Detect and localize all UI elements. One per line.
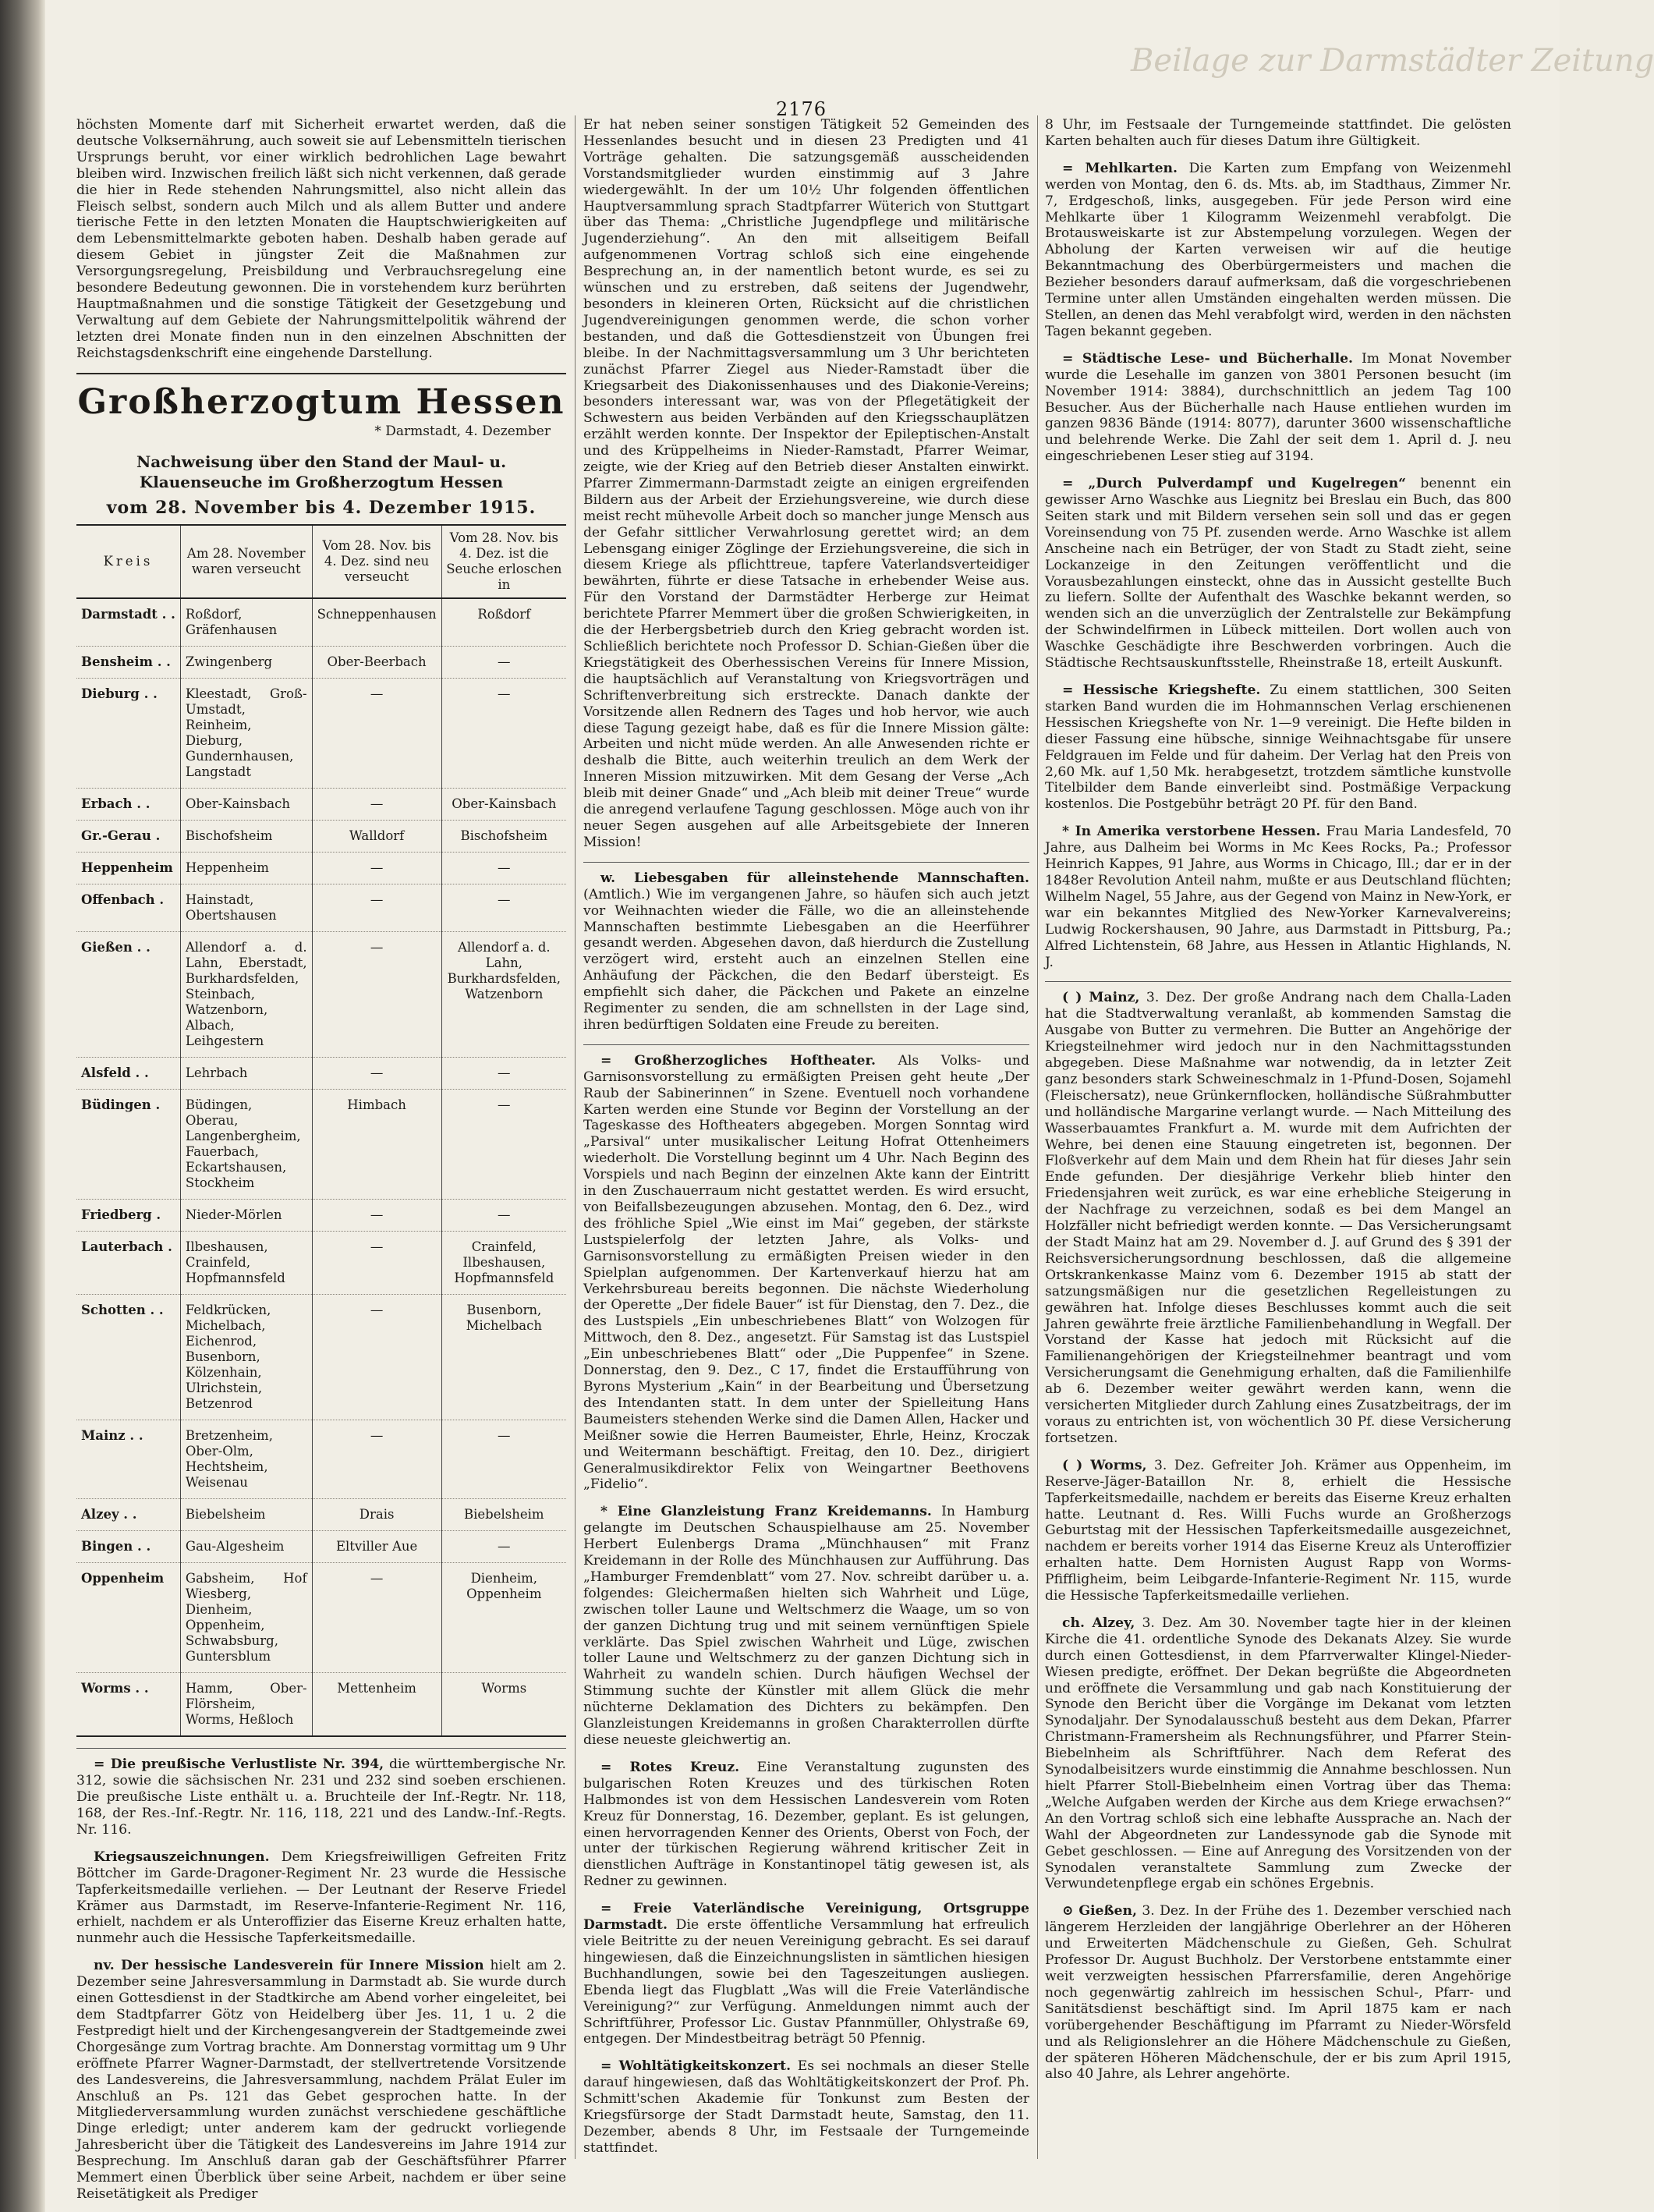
column-rule [1037,115,1038,2159]
table-row [76,1563,566,1673]
article-wohltaetigkeitskonzert [583,2058,1029,2156]
article-lead: * Eine Glanzleistung Franz Kreidemanns. [600,1504,932,1520]
cell-kreis: Worms . . [76,1673,180,1737]
article-body: Eine Veranstaltung zugunsten des bulgarischen Roten Kreuzes und des türkischen Roten Halbmondes ist von dem Hessischen Landesverein vom Roten Kreuz für Donnerstag, 16. Dezember, geplant. Es ist gelungen, einen hervorragenden Kenner des Orients, Oberst von Foch, der unter der türkischen Regierung während kritischer Zeit in dienstlichen Aufträge in Konstantinopel tätig gewesen ist, als Redner zu gewinnen. [583,1759,1029,1890]
article-lead: = Wohltätigkeitskonzert. [600,2058,792,2075]
column-2 [583,117,1029,2161]
cell-kreis: Bingen . . [76,1531,180,1563]
page-number: 2176 [776,98,827,120]
cell-neu: Drais [312,1499,441,1531]
article-lead: w. Liebesgaben für alleinstehende Mannschaften. [600,870,1029,886]
divider [76,1748,566,1749]
article-worms [1045,1458,1511,1604]
cell-waren: Roßdorf, Gräfenhausen [180,598,312,647]
column-1 [76,117,567,2202]
cell-erloschen: — [441,1420,566,1499]
cell-neu: — [312,1420,441,1499]
article-lead: * In Amerika verstorbene Hessen. [1062,824,1321,840]
header-neu: Vom 28. Nov. bis 4. Dez. sind neu verseucht [312,525,441,598]
article-mission-continued: Er hat neben seiner sonstigen Tätigkeit 52 Gemeinden des Hessenlandes besucht und in diesen 23 Predigten und 41 Vorträge gehalten. Die satzungsgemäß ausscheidenden Vorstandsmitglieder wurden einstimmig auf 3 Jahre wiedergewählt. In der um 10½ Uhr folgenden öffentlichen Hauptversammlung sprach Stadtpfarrer Wüterich von Stuttgart über das Thema: „Christliche Jugendpflege und militärische Jugenderziehung“. An den mit allseitigem Beifall aufgenommenen Vortrag schloß sich eine eingehende Besprechung an, in der namentlich betont wurde, es sei zu wünschen und zu erstreben, daß seitens der Jugendwehr, besonders in kleineren Orten, Rücksicht auf die christlichen Jugendvereinigungen genommen werde, die schon vorher bestanden, und daß die Gottesdienstzeit von Übungen frei bleibe. In der Nachmittagsversammlung um 3 Uhr berichteten zunächst Pfarrer Ziegel aus Nieder-Ramstadt über die Kriegsarbeit des Diakonissenhauses und des Diakonie-Vereins; besonders interessant war, was von der Pflegetätigkeit der Schwestern aus beiden Verbänden auf den Kriegsschauplätzen erzählt werden konnte. Der Inspektor der Epileptischen-Anstalt und des Krüppelheims in Nieder-Ramstadt, Pfarrer Weimar, zeigte, wie der Krieg auf den Betrieb dieser Anstalten einwirkt. Pfarrer Zimmermann-Darmstadt zeigte an einigen ergreifenden Bildern aus der Arbeit der Erziehungsvereine, wie durch diese meist recht mühevolle Arbeit doch so mancher junge Mensch aus der Gefahr sittlicher Verwahrlosung gerettet wird; an dem Lebensgang einiger Zöglinge der Erziehungsvereine, die sich in diesem Kriege als pflichttreue, tapfere Vaterlandsverteidiger bewährten, führte er diese Tatsache in erhebender Weise aus. Für den Vorstand der Darmstädter Herberge zur Heimat berichtete Pfarrer Memmert über die großen Schwierigkeiten, in die der Herbergsbetrieb durch den Krieg gebracht worden ist. Schließlich berichtete noch Professor D. Schian-Gießen über die Kriegstätigkeit des Oberhessischen Vereins für Innere Mission, die hauptsächlich auf Veranstaltung von Kriegsvorträgen und Schriftenverbreitung sich erstreckte. Danach dankte der Vorsitzende allen Rednern des Tages und hob hervor, wie auch diese Tagung gezeigt habe, daß es für die Innere Mission gälte: Arbeiten und nicht müde werden. An alle Anwesenden richte er deshalb die Bitte, auch weiterhin treulich an dem Werk der Inneren Mission mitzuwirken. Mit dem Gesang der Verse „Ach bleib mit deiner Gnade“ und „Ach bleib mit deiner Treue“ wurde die anregend verlaufene Tagung geschlossen. Möge auch von ihr neuer Segen ausgehen auf alle Arbeitsgebiete der Inneren Mission! [583,117,1029,850]
article-kriegshefte [1045,682,1511,813]
disease-table [76,524,566,1737]
article-lead: = Freie Vaterländische Vereinigung, Ortsgruppe Darmstadt. [583,1901,1029,1934]
article-hoftheater [583,1053,1029,1493]
cell-erloschen: — [441,647,566,679]
cell-neu: — [312,1058,441,1090]
cell-erloschen: Busenborn, Michelbach [441,1295,566,1420]
cell-kreis: Gr.-Gerau . [76,821,180,853]
cell-erloschen: Dienheim, Oppenheim [441,1563,566,1673]
cell-kreis: Offenbach . [76,884,180,932]
cell-neu: — [312,884,441,932]
cell-kreis: Schotten . . [76,1295,180,1420]
article-innere-mission [76,1958,566,2203]
article-body: die württembergische Nr. 312, sowie die sächsischen Nr. 231 und 232 sind soeben erschienen. Die preußische Liste enthält u. a. Bruchteile der Inf.-Regtr. Nr. 118, 168, der Res.-Inf.-Regtr. Nr. 116, 118, 221 und des Landw.-Inf.-Regts. Nr. 116. [76,1756,566,1838]
dateline: * Darmstadt, 4. Dezember [374,423,551,439]
cell-kreis: Bensheim . . [76,647,180,679]
table-row [76,1295,566,1420]
cell-erloschen: — [441,853,566,884]
table-row [76,1200,566,1232]
cell-neu: Ober-Beerbach [312,647,441,679]
article-body: Frau Maria Landesfeld, 70 Jahre, aus Dalheim bei Worms in Mc Kees Rocks, Pa.; Professor Heinrich Kappes, 91 Jahre, aus Worms in Chicago, Ill.; dar er in der 1848er Revolution Anteil nahm, mußte er aus Deutschland flüchten; Wilhelm Nagel, 55 Jahre, aus der Gegend von Mainz in New-York, er war ein bekanntes Mitglied des New-Yorker Karnevalvereins; Ludwig Rockershausen, 90 Jahre, aus Darmstadt in Pittsburg, Pa.; Alfred Lichtenstein, 68 Jahre, aus Hessen in Atlantic Highlands, N. J. [1045,824,1511,970]
cell-kreis: Oppenheim [76,1563,180,1673]
table-row [76,853,566,884]
cell-waren: Feldkrücken, Michelbach, Eichenrod, Busenborn, Kölzenhain, Ulrichstein, Betzenrod [180,1295,312,1420]
cell-waren: Ilbeshausen, Crainfeld, Hopfmannsfeld [180,1232,312,1295]
cell-kreis: Alzey . . [76,1499,180,1531]
cell-kreis: Erbach . . [76,789,180,821]
article-lead: = „Durch Pulverdampf und Kugelregen“ [1062,476,1406,492]
table-row [76,679,566,789]
cell-kreis: Mainz . . [76,1420,180,1499]
article-lead: = Hessische Kriegshefte. [1062,682,1261,698]
cell-erloschen: Bischofsheim [441,821,566,853]
table-body [76,598,566,1736]
cell-neu: — [312,853,441,884]
cell-kreis: Darmstadt . . [76,598,180,647]
cell-waren: Gabsheim, Hof Wiesberg, Dienheim, Oppenheim, Schwabsburg, Guntersblum [180,1563,312,1673]
article-rotes-kreuz [583,1760,1029,1890]
article-lead: ⊙ Gießen, [1062,1903,1137,1920]
article-lead: ( ) Mainz, [1062,990,1140,1006]
cell-erloschen: Ober-Kainsbach [441,789,566,821]
cell-erloschen: Crainfeld, Ilbeshausen, Hopfmannsfeld [441,1232,566,1295]
cell-erloschen: Roßdorf [441,598,566,647]
cell-waren: Nieder-Mörlen [180,1200,312,1232]
header-waren: Am 28. November waren verseucht [180,525,312,598]
cell-waren: Heppenheim [180,853,312,884]
cell-waren: Gau-Algesheim [180,1531,312,1563]
article-lead: = Rotes Kreuz. [600,1759,740,1775]
article-lead: nv. Der hessische Landesverein für Innere Mission [94,1958,484,1974]
cell-neu: Schneppenhausen [312,598,441,647]
table-title: Nachweisung über den Stand der Maul- u. Klauenseuche im Großherzogtum Hessen [136,452,507,492]
cell-waren: Hamm, Ober-Flörsheim, Worms, Heßloch [180,1673,312,1737]
cell-erloschen: — [441,679,566,789]
article-body: Zu einem stattlichen, 300 Seiten starken Band wurden die im Hohmannschen Verlag erschienenen Hessischen Kriegshefte von Nr. 1—9 vereinigt. Die Hefte bilden in dieser Fassung eine hübsche, sinnige Weihnachtsgabe für unsere Feldgrauen im Felde und für daheim. Der Verlag hat den Preis von 2,60 Mk. auf 1,50 Mk. herabgesetzt, trotzdem sämtliche kunstvolle Titelbilder dem Bande einverleibt sind. Postmäßige Verpackung kostenlos. Die Postgebühr beträgt 20 Pf. für den Band. [1045,682,1511,813]
cell-waren: Zwingenberg [180,647,312,679]
article-lead: Kriegsauszeichnungen. [94,1849,270,1865]
cell-neu: Himbach [312,1090,441,1200]
article-giessen [1045,1903,1511,2083]
table-row [76,1499,566,1531]
cell-waren: Ober-Kainsbach [180,789,312,821]
cell-kreis: Alsfeld . . [76,1058,180,1090]
table-period: vom 28. November bis 4. Dezember 1915. [106,498,537,519]
article-lesehalle [1045,351,1511,465]
article-body: benennt ein gewisser Arno Waschke aus Liegnitz bei Breslau ein Buch, das 800 Seiten stark und mit Bildern versehen sein soll und das er gegen Voreinsendung von 75 Pf. zusenden werde. Arno Waschke ist allem Anscheine nach ein Betrüger, der von Stadt zu Stadt zieht, seine Lockanzeige in den Zeitungen veröffentlicht und die Vorausbezahlungen einsteckt, ohne das in Aussicht gestellte Buch zu liefern. Sollte der Aufenthalt des Waschke bekannt werden, so wenden sich an die unverzüglich der Zentralstelle zur Bekämpfung der Schwindelfirmen in Lübeck mitteilen. Dort wollen auch von Waschke Geschädigte ihre Beschwerden vorbringen. Auch die Städtische Rechtsauskunftsstelle, Rheinstraße 18, erteilt Auskunft. [1045,476,1511,672]
cell-erloschen: — [441,1090,566,1200]
cell-kreis: Gießen . . [76,932,180,1058]
article-lead: = Großherzogliches Hoftheater. [600,1052,876,1069]
article-mainz [1045,990,1511,1446]
cell-waren: Hainstadt, Obertshausen [180,884,312,932]
article-lead: ( ) Worms, [1062,1457,1147,1473]
article-kriegsauszeichnungen [76,1849,566,1947]
section-headline: Großherzogtum Hessen [77,381,565,422]
cell-erloschen: Biebelsheim [441,1499,566,1531]
article-body: 3. Dez. In der Frühe des 1. Dezember verschied nach längerem Herzleiden der langjährige Oberlehrer an der Höheren und Erweiterten Mädchenschule zu Gießen, Geh. Schulrat Professor Dr. August Buchholz. Der Verstorbene entstammte einer weit verzweigten hessischen Pfarrersfamilie, deren Angehörige noch gegenwärtig zahlreich im hessischen Schul-, Pfarr- und Sanitätsdienst beschäftigt sind. Im April 1875 kam er nach vorübergehender Beschäftigung im Pfarramt zu Nieder-Wörsfeld und als Religionslehrer an die Höhere Mädchenschule zu Gießen, der späteren Höheren Mädchenschule, der er bis zum April 1915, also 40 Jahre, als Lehrer angehörte. [1045,1903,1512,2083]
cell-waren: Lehrbach [180,1058,312,1090]
article-body: hielt am 2. Dezember seine Jahresversammlung in Darmstadt ab. Sie wurde durch einen Gottesdienst in der Stadtkirche am Abend vorher eingeleitet, bei dem Stadtpfarrer Götz von Heidelberg über Jes. 11, 1 u. 2 die Festpredigt hielt und der Kirchengesangverein der Stadtgemeinde zwei Chorgesänge zum Vortrag brachte. Am Donnerstag vormittag um 9 Uhr eröffnete Pfarrer Wagner-Darmstadt, der stellvertretende Vorsitzende des Landesvereins, die Jahresversammlung, nachdem Prälat Euler im Anschluß an Ps. 121 das Gebet gesprochen hatte. In der Mitgliederversammlung wurden zunächst verschiedene geschäftliche Dinge erledigt; unter anderem kam der gedruckt vorliegende Jahresbericht über die Tätigkeit des Landesvereins im Jahre 1914 zur Besprechung. Im Anschluß daran gab der Geschäftsführer Pfarrer Memmert einen Überblick über seine Arbeit, nachdem er über seine Reisetätigkeit als Prediger [76,1958,567,2202]
divider [1045,981,1511,982]
article-body: Im Monat November wurde die Lesehalle im ganzen von 3801 Personen besucht (im November 1914: 3884), durchschnittlich an jedem Tag 100 Besucher. Aus der Bücherhalle nach Hause entliehen wurden im ganzen 9836 Bände (1914: 8077), darunter 3600 wissenschaftliche und belehrende Werke. Die Zahl der seit dem 1. April d. J. neu eingeschriebenen Leser stieg auf 3194. [1045,350,1512,465]
article-body: Als Volks- und Garnisonsvorstellung zu ermäßigten Preisen geht heute „Der Raub der Sabinerinnen“ in Szene. Eventuell noch vorhandene Karten werden eine Stunde vor Beginn der Vorstellung an der Tageskasse des Hoftheaters abgegeben. Morgen Sonntag wird „Parsival“ unter musikalischer Leitung Hofrat Ottenheimers wiederholt. Die Vorstellung beginnt um 4 Uhr. Nach Beginn des Vorspiels und nach Beginn der einzelnen Akte kann der Eintritt in den Zuschauerraum nicht gestattet werden. Es wird ersucht, von Beifallsbezeugungen abzusehen. Montag, den 6. Dez., wird des fröhliche Spiel „Wie einst im Mai“ gegeben, der stärkste Lustspielerfolg der letzten Jahre, als Volks- und Garnisonsvorstellung zu ermäßigten Preisen wieder in den Spielplan aufgenommen. Der Kartenverkauf hierzu hat am Verkehrsbureau bereits begonnen. Die nächste Wiederholung der Operette „Der fidele Bauer“ ist für Dienstag, den 7. Dez., die des Lustspiels „Ein unbeschriebenes Blatt“ von Wolzogen für Mittwoch, den 8. Dez., angesetzt. Für Samstag ist das Lustspiel „Ein unbeschriebenes Blatt“ oder „Die Puppenfee“ in Szene. Donnerstag, den 9. Dez., C 17, findet die Erstaufführung von Byrons Mysterium „Kain“ in der Bearbeitung und Übersetzung des Intendanten statt. In dem unter der Spielleitung Hans Baumeisters stehenden Werke sind die Damen Allen, Hacker und Meißner sowie die Herren Baumeister, Ehrle, Heinz, Kroczak und Weitermann beschäftigt. Freitag, den 10. Dez., dirigiert Generalmusikdirektor Felix von Weingartner Beethovens „Fidelio“. [583,1052,1029,1493]
divider [76,373,566,374]
article-lead: ch. Alzey, [1062,1615,1135,1631]
cell-erloschen: — [441,884,566,932]
cell-erloschen: Allendorf a. d. Lahn, Burkhardsfelden, Watzenborn [441,932,566,1058]
cell-waren: Allendorf a. d. Lahn, Eberstadt, Burkhardsfelden, Steinbach, Watzenborn, Albach, Leihgestern [180,932,312,1058]
book-gutter [0,0,45,2212]
article-lead: = Städtische Lese- und Bücherhalle. [1062,350,1354,367]
table-row [76,789,566,821]
cell-erloschen: — [441,1531,566,1563]
cell-neu: Walldorf [312,821,441,853]
article-body: In Hamburg gelangte im Deutschen Schauspielhause am 25. November Herbert Eulenbergs Drama „Münchhausen“ mit Franz Kreidemann in der Rolle des Münchhausen zur Aufführung. Das „Hamburger Fremdenblatt“ vom 27. Nov. schreibt darüber u. a. folgendes: Gleichermaßen hielten sich Wahrheit und Lüge, zwischen toller Laune und Weltschmerz die Waage, um so von der ganzen Dichtung trug und mit seinem vernünftigen Spiele verklärte. Das Spiel zwischen Wahrheit und Lüge, zwischen toller Laune und Weltschmerz zu der ganzen Dichtung sich in Wahrheit zu wandeln schien. Durch häufigen Wechsel der Stimmung suchte der Künstler mit allem Glück die mehr nüchterne Deklamation des Dichters zu bekämpfen. Den Glanzleistungen Kreidemanns in großen Charakterrollen dürfte diese neueste gleichwertig an. [583,1504,1029,1748]
table-row [76,598,566,647]
cell-neu: — [312,679,441,789]
header-erloschen: Vom 28. Nov. bis 4. Dez. ist die Seuche erloschen in [441,525,566,598]
cell-erloschen: — [441,1058,566,1090]
article-liebesgaben [583,870,1029,1033]
article-concert-continued: 8 Uhr, im Festsaale der Turngemeinde stattfindet. Die gelösten Karten behalten auch für dieses Datum ihre Gültigkeit. [1045,117,1511,149]
cell-neu: — [312,1232,441,1295]
table-row [76,1232,566,1295]
article-food-policy: höchsten Momente darf mit Sicherheit erwartet werden, daß die deutsche Volksernährung, auch soweit sie auf Lebensmitteln tierischen Ursprungs beruht, vor einer wirklich bedrohlichen Lage bewahrt bleiben wird. Inzwischen freilich läßt sich nicht verkennen, daß gerade die hier in Rede stehenden Nahrungsmittel, also nicht allein das Fleisch selbst, sondern auch Milch und als allem Butter und andere tierische Fette in den letzten Monaten die Hauptschwierigkeiten auf dem Lebensmittelmarkte geboten haben. Deshalb haben gerade auf diesem Gebiet in jüngster Zeit die Maßnahmen zur Versorgungsregelung, Preisbildung und Verbrauchsregelung eine besondere Bedeutung gewonnen. Die in vorstehendem kurz berührten Hauptmaßnahmen und die sonstige Tätigkeit der Gesetzgebung und Verwaltung auf dem Gebiete der Nahrungsmittelpolitik während der letzten drei Monate finden nun in den einzelnen Abschnitten der Reichstagsdenkschrift eine eingehende Darstellung. [76,117,566,361]
cell-neu: — [312,1563,441,1673]
table-header-row [76,525,566,598]
article-body: Dem Kriegsfreiwilligen Gefreiten Fritz Böttcher im Garde-Dragoner-Regiment Nr. 23 wurde die Hessische Tapferkeitsmedaille verliehen. — Der Leutnant der Reserve Friedel Krämer aus Darmstadt, im Reserve-Infanterie-Regiment Nr. 116, erhielt, nachdem er als Unteroffizier das Eiserne Kreuz erhalten hatte, nunmehr auch die Hessische Tapferkeitsmedaille. [76,1849,566,1947]
article-amerika [1045,824,1511,970]
article-lead: = Die preußische Verlustliste Nr. 394, [94,1756,384,1773]
cell-neu: Mettenheim [312,1673,441,1737]
article-lead: = Mehlkarten. [1062,160,1178,176]
bleed-through-header: Beilage zur Darmstädter Zeitung [1131,43,1654,79]
article-body: 3. Dez. Am 30. November tagte hier in der kleinen Kirche die 41. ordentliche Synode des Dekanats Alzey. Sie wurde durch einen Gottesdienst, in dem Pfarrverwalter Klingel-Nieder-Wiesen predigte, eröffnet. Der Dekan begrüßte die Abgeordneten und eröffnete die Versammlung und gab nach Konstituierung der Synode den Bericht über die Vorgänge im Dekanat vom letzten Synodaljahr. Der Synodalausschuß besteht aus dem Dekan, Pfarrer Christmann-Framersheim als Rechnungsführer, und Pfarrer Stein-Biebelnheim als Schriftführer. Nach dem Referat des Synodalbeisitzers wurde einstimmig die Annahme beschlossen. Nun hielt Pfarrer Stoll-Biebelnheim einen Vortrag über das Thema: „Welche Aufgaben werden der Kirche aus dem Kriege erwachsen?“ An den Vortrag schloß sich eine lebhafte Aussprache an. Nach der Wahl der Abgeordneten zur Landessynode gab die Synode mit Gebet geschlossen. — Eine auf Anregung des Vorsitzenden von der Synodalen veranstaltete Sammlung zum Zwecke der Verwundetenpflege ergab ein schönes Ergebnis. [1045,1615,1511,1892]
cell-waren: Büdingen, Oberau, Langenbergheim, Fauerbach, Eckartshausen, Stockheim [180,1090,312,1200]
article-glanzleistung [583,1504,1029,1749]
column-rule [575,115,576,2159]
table-row [76,647,566,679]
divider [583,1044,1029,1045]
article-body: Die Karten zum Empfang von Weizenmehl werden von Montag, den 6. ds. Mts. ab, im Stadthaus, Zimmer Nr. 7, Erdgeschoß, links, ausgegeben. Für jede Person wird eine Mehlkarte über 1 Kilogramm Weizenmehl verabfolgt. Die Brotausweiskarte ist zur Abstempelung vorzulegen. Wegen der Abholung der Karten verweisen wir auf die heutige Bekanntmachung des Oberbürgermeisters und machen die Bezieher besonders darauf aufmerksam, daß die vorgeschriebenen Termine unter allen Umständen eingehalten werden müssen. Die Stellen, an denen das Mehl verabfolgt wird, werden in den nächsten Tagen bekannt gegeben. [1045,160,1512,339]
cell-waren: Kleestadt, Groß-Umstadt, Reinheim, Dieburg, Gundernhausen, Langstadt [180,679,312,789]
cell-waren: Biebelsheim [180,1499,312,1531]
table-row [76,932,566,1058]
article-body: 3. Dez. Der große Andrang nach dem Challa-Laden hat die Stadtverwaltung veranlaßt, ab kommenden Samstag die Ausgabe von Butter zu vermehren. Die Butter an Angehörige der Kriegsteilnehmer wird jedoch nur in den Nachmittagsstunden abgegeben. Diese Maßnahme war notwendig, da in letzter Zeit ganz besonders stark Schweineschmalz in 1-Pfund-Dosen, Sojamehl (Fleischersatz), neue Grünkernflocken, holländische Süßrahmbutter und holländische Margarine verlangt wurde. — Nach Mitteilung des Wasserbauamtes Frankfurt a. M. wurde mit dem Aufrichten der Wehre, bei denen eine Stauung eingetreten ist, begonnen. Der Floßverkehr auf dem Main und dem Rhein hat für dieses Jahr sein Ende gefunden. Der diesjährige Verkehr blieb hinter den Friedensjahren weit zurück, es war eine erhebliche Steigerung in der Nachfrage zu verzeichnen, sodaß es bei dem Mangel an Holzfäller nicht befriedigt werden konnte. — Das Versicherungsamt der Stadt Mainz hat am 29. November d. J. auf Grund des § 391 der Reichsversicherungsordnung beschlossen, daß die allgemeine Ortskrankenkasse Mainz vom 6. Dezember 1915 ab statt der satzungsmäßigen nur die gesetzlichen Regelleistungen zu gewähren hat. Infolge dieses Beschlusses kommt auch die seit Jahren gewährte freie ärztliche Familienbehandlung in Wegfall. Der Vorstand der Kasse hat jedoch mit Rücksicht auf die Familienangehörigen der Kriegsteilnehmer beantragt und vom Versicherungsamt die Genehmigung erhalten, daß die Familienhilfe ab 6. Dezember weiter gewährt werden kann, wenn die versicherten Mitglieder durch Zahlung eines Zusatzbeitrags, der im voraus zu entrichten ist, von wöchentlich 30 Pf. diese Versicherung fortsetzen. [1045,990,1511,1446]
table-row [76,1673,566,1737]
article-body: Es sei nochmals an dieser Stelle darauf hingewiesen, daß das Wohltätigkeitskonzert der Prof. Ph. Schmitt'schen Akademie für Tonkunst zum Besten der Kriegsfürsorge der Stadt Darmstadt heute, Samstag, den 11. Dezember, abends 8 Uhr, im Festsaale der Turngemeinde stattfindet. [583,2058,1029,2156]
cell-kreis: Dieburg . . [76,679,180,789]
article-pulverdampf [1045,476,1511,672]
divider [583,862,1029,863]
cell-neu: — [312,1200,441,1232]
table-row [76,1420,566,1499]
table-row [76,1531,566,1563]
cell-kreis: Lauterbach . [76,1232,180,1295]
cell-kreis: Büdingen . [76,1090,180,1200]
cell-waren: Bischofsheim [180,821,312,853]
table-row [76,1058,566,1090]
table-row [76,1090,566,1200]
column-3 [1045,117,1511,2161]
cell-waren: Bretzenheim, Ober-Olm, Hechtsheim, Weisenau [180,1420,312,1499]
cell-neu: Eltviller Aue [312,1531,441,1563]
cell-neu: — [312,789,441,821]
article-body: (Amtlich.) Wie im vergangenen Jahre, so häufen sich auch jetzt vor Weihnachten wieder die Fälle, wo die an alleinstehende Mannschaften bestimmte Liebesgaben an die Heerführer gesandt werden. Abgesehen davon, daß hierdurch die Zustellung verzögert wird, ersteht auch an einzelnen Stellen eine Anhäufung der Päckchen, die den Bedarf übersteigt. Es empfiehlt sich daher, die Päckchen und Pakete an einzelne Regimenter zu senden, die am schnellsten in der Lage sind, ihren bedürftigen Soldaten eine Freude zu bereiten. [583,886,1029,1033]
cell-kreis: Friedberg . [76,1200,180,1232]
article-alzey [1045,1615,1511,1892]
header-kreis: Kreis [76,525,180,598]
article-freie-vereinigung [583,1901,1029,2047]
table-row [76,884,566,932]
cell-kreis: Heppenheim [76,853,180,884]
cell-erloschen: — [441,1200,566,1232]
article-body: Die erste öffentliche Versammlung hat erfreulich viele Beitritte zu der neuen Vereinigung gebracht. Es sei darauf hingewiesen, daß die Einzeichnungslisten in sämtlichen hiesigen Buchhandlungen, sowie bei den Tageszeitungen ausliegen. Ebenda liegt das Flugblatt „Was will die Freie Vaterländische Vereinigung?“ zur Verfügung. Anmeldungen nimmt auch der Schriftführer, Professor Lic. Gustav Pfannmüller, Ohlystraße 69, entgegen. Der Mindestbeitrag beträgt 50 Pfennig. [583,1917,1030,2047]
table-row [76,821,566,853]
article-mehlkarten [1045,161,1511,340]
cell-neu: — [312,1295,441,1420]
article-body: 3. Dez. Gefreiter Joh. Krämer aus Oppenheim, im Reserve-Jäger-Bataillon Nr. 8, erhielt die Hessische Tapferkeitsmedaille, nachdem er bereits das Eiserne Kreuz erhalten hatte. Leutnant d. Res. Willi Fuchs wurde an Großherzogs Geburtstag mit der Hessischen Tapferkeitsmedaille ausgezeichnet, nachdem er bereits vorher 1914 das Eiserne Kreuz als Unteroffizier erhalten hatte. Dem Hornisten August Rapp von Worms-Pfiffligheim, beim Leibgarde-Infanterie-Regiment Nr. 115, wurde die Hessische Tapferkeitsmedaille verliehen. [1045,1457,1512,1604]
article-verlustliste [76,1756,566,1838]
cell-erloschen: Worms [441,1673,566,1737]
cell-neu: — [312,932,441,1058]
